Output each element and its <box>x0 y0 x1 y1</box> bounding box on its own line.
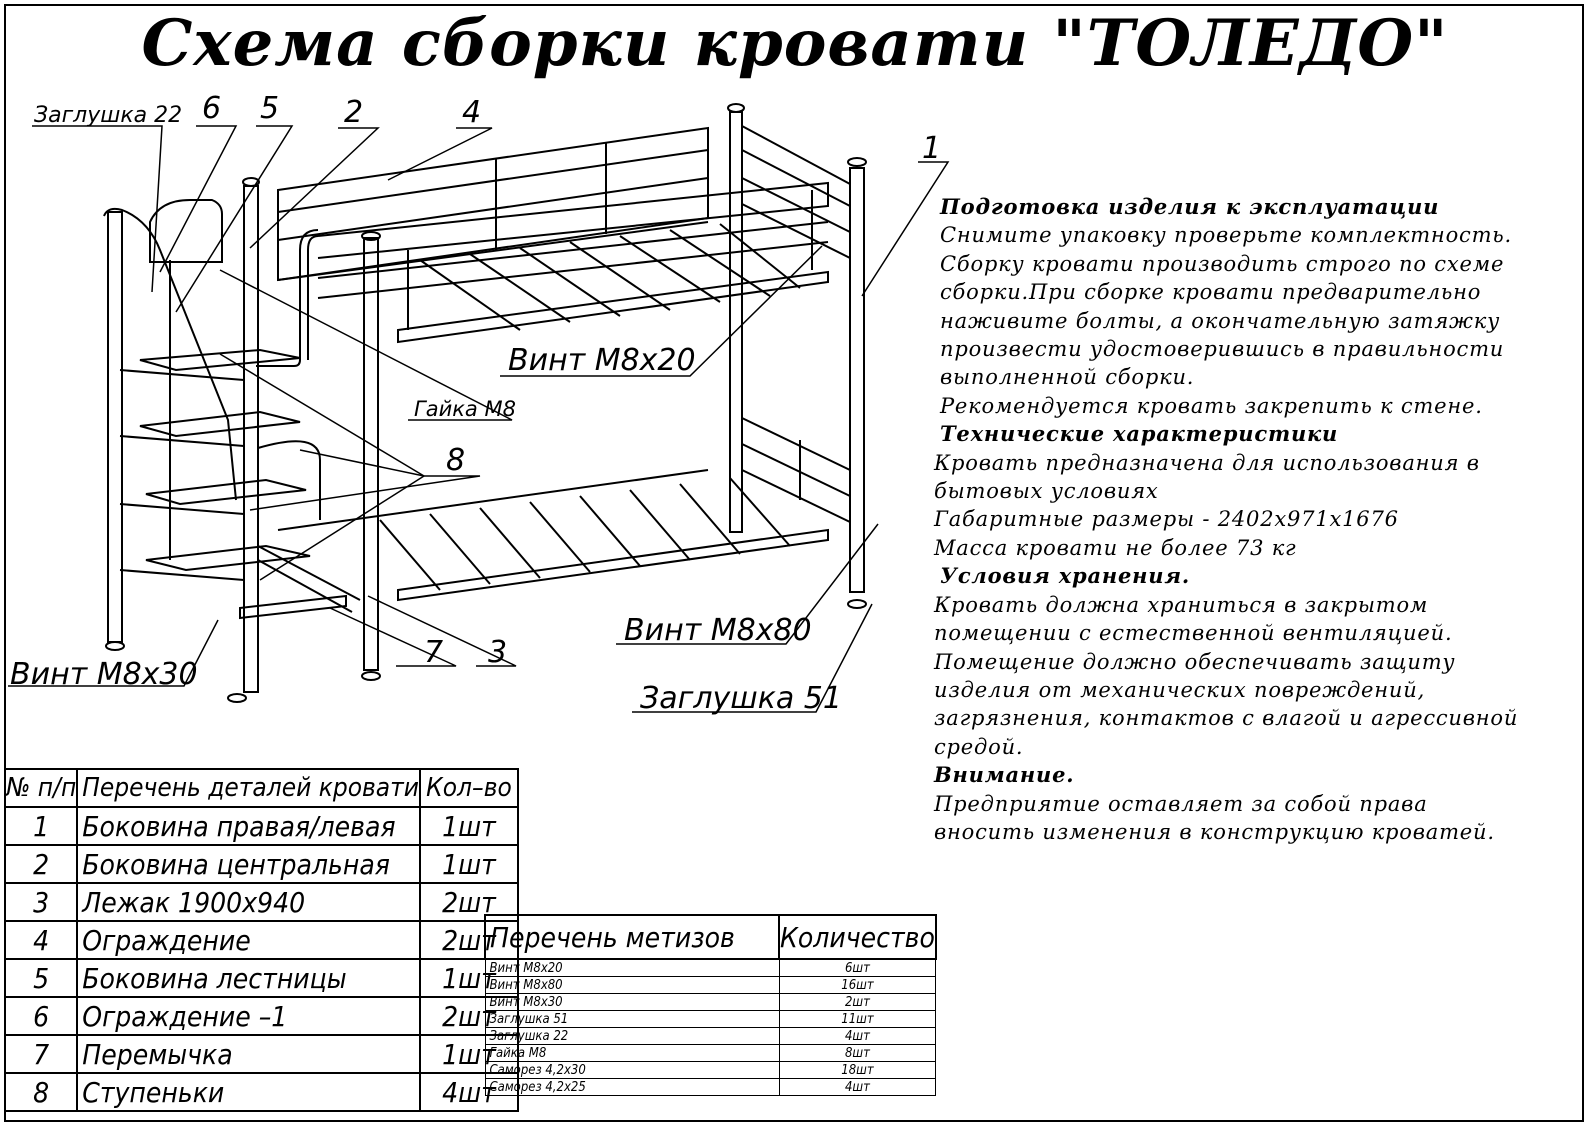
part-number: 4 <box>5 921 77 959</box>
callouts <box>10 91 941 716</box>
table-row <box>485 1079 936 1096</box>
hardware-qty: 16шт <box>779 977 936 994</box>
part-name: Ступеньки <box>77 1073 420 1111</box>
table-row <box>5 845 518 883</box>
storage-line: Помещение должно обеспечивать защиту <box>934 649 1456 674</box>
storage-heading: Условия хранения. <box>940 563 1190 589</box>
part-name: Ограждение <box>77 921 420 959</box>
part-number: 3 <box>5 883 77 921</box>
page-title: Схема сборки кровати "ТОЛЕДО" <box>141 6 1449 81</box>
callout-screw-m8x80: Винт М8х80 <box>624 613 812 648</box>
parts-col-name: Перечень деталей кровати <box>77 769 420 807</box>
prep-line: выполненной сборки. <box>940 365 1195 390</box>
tech-line: Масса кровати не более 73 кг <box>934 535 1297 560</box>
part-qty: 1шт <box>420 845 518 883</box>
part-name: Ограждение –1 <box>77 997 420 1035</box>
part-number: 1 <box>5 807 77 845</box>
part-name: Боковина центральная <box>77 845 420 883</box>
callout-4: 4 <box>462 95 482 130</box>
hardware-table <box>484 914 937 1096</box>
callout-6: 6 <box>202 91 222 126</box>
hardware-name: Саморез 4,2х30 <box>485 1062 779 1079</box>
storage-line: средой. <box>934 734 1024 759</box>
prep-line: Сборку кровати производить строго по схеме <box>940 251 1505 276</box>
hardware-qty: 4шт <box>779 1028 936 1045</box>
prep-line: Рекомендуется кровать закрепить к стене. <box>940 393 1483 418</box>
parts-col-qty: Кол–во <box>420 769 518 807</box>
instructions-panel <box>934 193 1580 846</box>
hardware-name: Гайка М8 <box>485 1045 779 1062</box>
table-row <box>485 1045 936 1062</box>
table-row <box>5 997 518 1035</box>
callout-nut-m8: Гайка М8 <box>414 397 516 421</box>
table-row <box>485 1028 936 1045</box>
attention-line: вносить изменения в конструкцию кроватей. <box>934 819 1495 844</box>
callout-3: 3 <box>488 635 508 670</box>
part-name: Перемычка <box>77 1035 420 1073</box>
part-qty: 2шт <box>420 921 518 959</box>
part-name: Боковина правая/левая <box>77 807 420 845</box>
parts-col-number: № п/п <box>5 769 77 807</box>
part-number: 2 <box>5 845 77 883</box>
part-number: 8 <box>5 1073 77 1111</box>
tech-line: Габаритные размеры - 2402х971х1676 <box>934 507 1399 532</box>
table-row <box>5 1035 518 1073</box>
hardware-qty: 4шт <box>779 1079 936 1096</box>
part-qty: 2шт <box>420 883 518 921</box>
tech-heading: Технические характеристики <box>940 421 1339 447</box>
callout-2: 2 <box>344 95 364 130</box>
hardware-name: Заглушка 22 <box>485 1028 779 1045</box>
prep-line: сборки.При сборке кровати предварительно <box>940 280 1482 305</box>
attention-heading: Внимание. <box>934 762 1075 788</box>
storage-line: помещении с естественной вентиляцией. <box>934 621 1453 646</box>
part-qty: 1шт <box>420 807 518 845</box>
table-row <box>485 977 936 994</box>
table-row <box>5 807 518 845</box>
prep-line: произвести удостоверившись в правильности <box>940 337 1505 362</box>
prep-line: Снимите упаковку проверьте комплектность. <box>940 223 1512 248</box>
part-number: 6 <box>5 997 77 1035</box>
parts-table <box>4 768 519 1112</box>
attention-line: Предприятие оставляет за собой права <box>934 791 1428 816</box>
prep-line: наживите болты, а окончательную затяжку <box>940 308 1501 333</box>
ladder <box>104 200 346 618</box>
part-number: 5 <box>5 959 77 997</box>
tech-line: Кровать предназначена для использования в <box>934 450 1480 475</box>
hardware-qty: 8шт <box>779 1045 936 1062</box>
table-row <box>5 1073 518 1111</box>
hardware-name: Винт М8х80 <box>485 977 779 994</box>
storage-line: изделия от механических повреждений, <box>934 677 1426 702</box>
hardware-col-name: Перечень метизов <box>485 915 779 959</box>
hardware-name: Заглушка 51 <box>485 1011 779 1028</box>
part-qty: 1шт <box>420 959 518 997</box>
callout-8: 8 <box>446 443 466 478</box>
hardware-qty: 2шт <box>779 994 936 1011</box>
part-name: Боковина лестницы <box>77 959 420 997</box>
parts-table-header <box>5 769 518 807</box>
callout-screw-m8x20: Винт М8х20 <box>508 343 696 378</box>
hardware-qty: 11шт <box>779 1011 936 1028</box>
table-row <box>5 883 518 921</box>
hardware-name: Винт М8х30 <box>485 994 779 1011</box>
part-number: 7 <box>5 1035 77 1073</box>
storage-line: Кровать должна храниться в закрытом <box>934 592 1429 617</box>
hardware-table-header <box>485 915 936 959</box>
hardware-col-qty: Количество <box>779 915 936 959</box>
part-qty: 1шт <box>420 1035 518 1073</box>
hardware-qty: 18шт <box>779 1062 936 1079</box>
table-row <box>485 1011 936 1028</box>
table-row <box>485 1062 936 1079</box>
table-row <box>5 921 518 959</box>
callout-cap51: Заглушка 51 <box>640 681 842 716</box>
part-qty: 4шт <box>420 1073 518 1111</box>
part-name: Лежак 1900х940 <box>77 883 420 921</box>
table-row <box>485 959 936 977</box>
callout-7: 7 <box>424 635 444 670</box>
table-row <box>5 959 518 997</box>
prep-heading: Подготовка изделия к эксплуатации <box>940 194 1440 219</box>
tech-line: бытовых условиях <box>934 479 1159 504</box>
callout-cap22: Заглушка 22 <box>34 103 183 128</box>
table-row <box>485 994 936 1011</box>
callout-5: 5 <box>260 91 280 126</box>
callout-screw-m8x30: Винт М8х30 <box>10 657 198 692</box>
hardware-qty: 6шт <box>779 959 936 977</box>
lower-bunk <box>258 470 828 612</box>
storage-line: загрязнения, контактов с влагой и агрессивной <box>934 706 1519 731</box>
callout-1: 1 <box>922 131 942 166</box>
part-qty: 2шт <box>420 997 518 1035</box>
hardware-name: Саморез 4,2х25 <box>485 1079 779 1096</box>
hardware-name: Винт М8х20 <box>485 959 779 977</box>
